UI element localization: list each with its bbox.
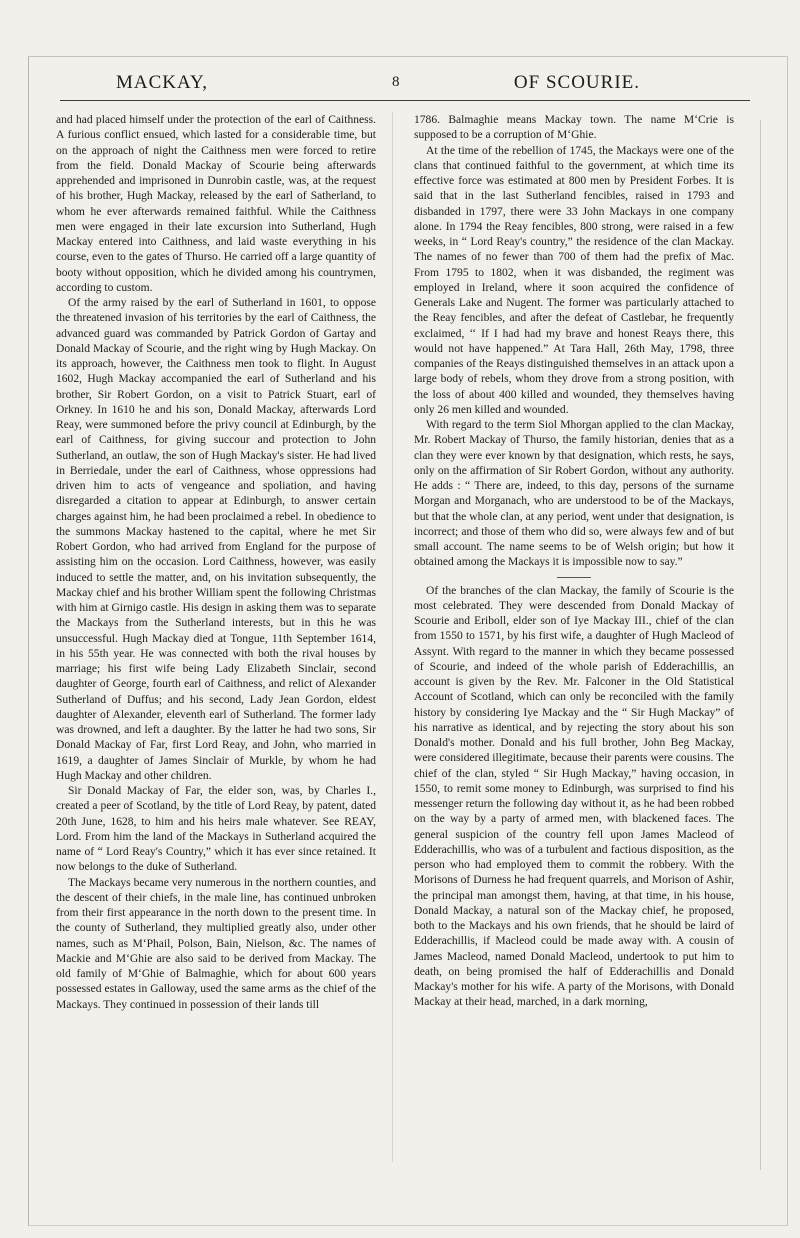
running-header — [56, 72, 740, 96]
paragraph: The Mackays became very numerous in the northern counties, and the descent of their chiefs, in the male line, has continued unbroken from their first appearance in the north down to the present time. In the county of Sutherland, they multiplied greatly also, under other names, such as M‘Phail, Polson, Bain, Nielson, &c. The names of Mackie and M‘Ghie are also said to be derived from Mackay. The old family of M‘Ghie of Balmaghie, which for about 600 years possessed estates in Galloway, used the same arms as the chief of the Mackays. They continued in possession of their lands till — [56, 876, 376, 1011]
left-column — [56, 113, 376, 1013]
page-edge — [760, 120, 761, 1170]
paragraph: With regard to the term Siol Mhorgan applied to the clan Mackay, Mr. Robert Mackay of Thurso, the family historian, denies that as a clan they were ever known by that designation, which rests, he says, only on the affirmation of Sir Robert Gordon, without any authority. He adds : “ There are, indeed, to this day, persons of the surname Morgan and Morganach, who are understood to be of the Mackays, but that the whole clan, at any period, went under that designation, is incorrect; and those of them who did so, were always few and of but small account. The name seems to be of Welsh origin; but how it obtained among the Mackays it is impossible now to say.” — [414, 419, 734, 569]
section-divider — [557, 577, 591, 578]
paragraph: At the time of the rebellion of 1745, the Mackays were one of the clans that continued faithful to the government, at which time its effective force was estimated at 800 men by President Forbes. It is said that in the last Sutherland fencibles, raised in 1793 and disbanded in 1797, there were 33 John Mackays in one company alone. In 1794 the Reay fencibles, 800 strong, were raised in a few weeks, in “ Lord Reay's country,” the residence of the clan Mackay. The names of no fewer than 700 of them had the prefix of Mac. From 1795 to 1802, when it was disbanded, the regiment was employed in Ireland, where it soon acquired the confidence of Generals Lake and Nugent. The former was particularly attached to the Reay fencibles, and after the defeat of Castlebar, he frequently exclaimed, ‘‘ If I had had my brave and honest Reays there, this would not have happened.” At Tara Hall, 26th May, 1798, three companies of the Reays distinguished themselves in an attack upon a large body of rebels, whom they drove from a strong position, with the loss of about 400 killed and wounded, they themselves having only 26 men killed and wounded. — [414, 144, 734, 416]
right-column — [414, 113, 734, 1011]
paragraph: and had placed himself under the protection of the earl of Caithness. A furious conflict ensued, which lasted for a considerable time, but on the approach of night the Caithness men were forced to retire from the field. Donald Mackay of Scourie being afterwards apprehended and imprisoned in Dunrobin castle, was, at the request of his brother, Hugh Mackay, released by the earl of Satherland, to whom he ever afterwards remained faithful. While the Caithness men were engaged in their late excursion into Sutherland, Hugh Mackay entered into Caithness, and laid waste everything in his course, even to the gates of Thurso. He carried off a large quantity of booty without opposition, which he divided among his countrymen, according to custom. — [56, 114, 376, 294]
header-rule — [60, 100, 750, 101]
header-left: MACKAY, — [116, 72, 209, 93]
paragraph: Of the army raised by the earl of Sutherland in 1601, to oppose the threatened invasion of his territories by the earl of Caithness, the advanced guard was commanded by Patrick Gordon of Gartay and Donald Mackay of Scourie, and the right wing by Hugh Mackay. On its approach, however, the Caithness men took to flight. In August 1602, Hugh Mackay accompanied the earl of Sutherland and his brother, Sir Robert Gordon, on a visit to Patrick Stuart, earl of Orkney. In 1610 he and his son, Donald Mackay, afterwards Lord Reay, were summoned before the privy council at Edinburgh, by the earl of Caithness, for giving succour and protection to John Sutherland, an outlaw, the son of Hugh Mackay's sister. He had lived in Berriedale, under the earl of Caithness, whose oppressions had driven him to acts of vengeance and spoliation, and having disregarded a citation to appear at Edinburgh, to answer certain charges against him, he had been proclaimed a rebel. In obedience to the summons Mackay hastened to the capital, where he met Sir Robert Gordon, who had arrived from England for the purpose of assisting him on the occasion. Lord Caithness, however, was easily induced to settle the matter, and, on his invitation subsequently, the Mackay chief and his brother William spent the following Christmas with him at Girnigo castle. His design in asking them was to separate the Mackays from the Sutherland interests, but in this he was unsuccessful. Hugh Mackay died at Tongue, 11th September 1614, in his 55th year. He was connected with both the rival houses by marriage; his first wife being Lady Elizabeth Sinclair, second daughter of George, fourth earl of Caithness, and relict of Alexander Sutherland of Duffus; and his second, Lady Jean Gordon, eldest daughter of Alexander, eleventh earl of Sutherland. The former lady was drowned, and left a daughter. By the latter he had two sons, Sir Donald Mackay of Far, first Lord Reay, and John, who married in 1619, a daughter of James Sinclair of Murkle, by whom he had Hugh Mackay and other children. — [56, 297, 376, 782]
paragraph: 1786. Balmaghie means Mackay town. The name M‘Crie is supposed to be a corruption of M‘Ghie. — [414, 114, 734, 142]
paragraph: Sir Donald Mackay of Far, the elder son, was, by Charles I., created a peer of Scotland, by the title of Lord Reay, by patent, dated 20th June, 1628, to him and his heirs male whatever. See REAY, Lord. From him the land of the Mackays in Sutherland acquired the name of “ Lord Reay's Country,” which it has ever since retained. It now belongs to the duke of Sutherland. — [56, 785, 376, 874]
page-number: 8 — [392, 74, 401, 90]
header-right: OF SCOURIE. — [513, 72, 640, 93]
paragraph: Of the branches of the clan Mackay, the family of Scourie is the most celebrated. They were descended from Donald Mackay of Scourie and Eriboll, elder son of Iye Mackay III., chief of the clan from 1550 to 1571, by his first wife, a daughter of Hugh Macleod of Assynt. With regard to the manner in which they became possessed of Scourie, and indeed of the whole parish of Edderachillis, an account is given by the Rev. Mr. Falconer in the Old Statistical Account of Scotland, which can only be reconciled with the family history by considering Iye Mackay and the “ Sir Hugh Mackay” of his narrative as identical, and by rejecting the story about his son Donald's mother. Donald and his full brother, John Beg Mackay, were considered illegitimate, because their parents were cousins. The chief of the clan, styled “ Sir Hugh Mackay,” having occasion, in 1550, to remit some money to Edinburgh, was surprised to find his messenger return the following day without it, as he had been robbed on the way by a party of armed men, with blackened faces. The general suspicion of the country fell upon James Macleod of Edderachillis, who was of a turbulent and factious disposition, as the person who had employed them to commit the robbery. With the Morisons of Durness he had frequent quarrels, and Morison of Ashir, the principal man amongst them, having, at that time, in his house, Donald Mackay, a natural son of the Mackay chief, he proposed, both to the Mackays and his own friends, that he should be laird of Edderachillis, if Macleod could be made away with. A cousin of James Macleod, named Donald Macleod, undertook to put him to death, on being promised the half of Edderachillis and Donald Mackay's mother for his wife. A party of the Morisons, with Donald Mackay at their head, marched, in a dark morning, — [414, 584, 734, 1009]
column-gutter — [392, 112, 393, 1162]
